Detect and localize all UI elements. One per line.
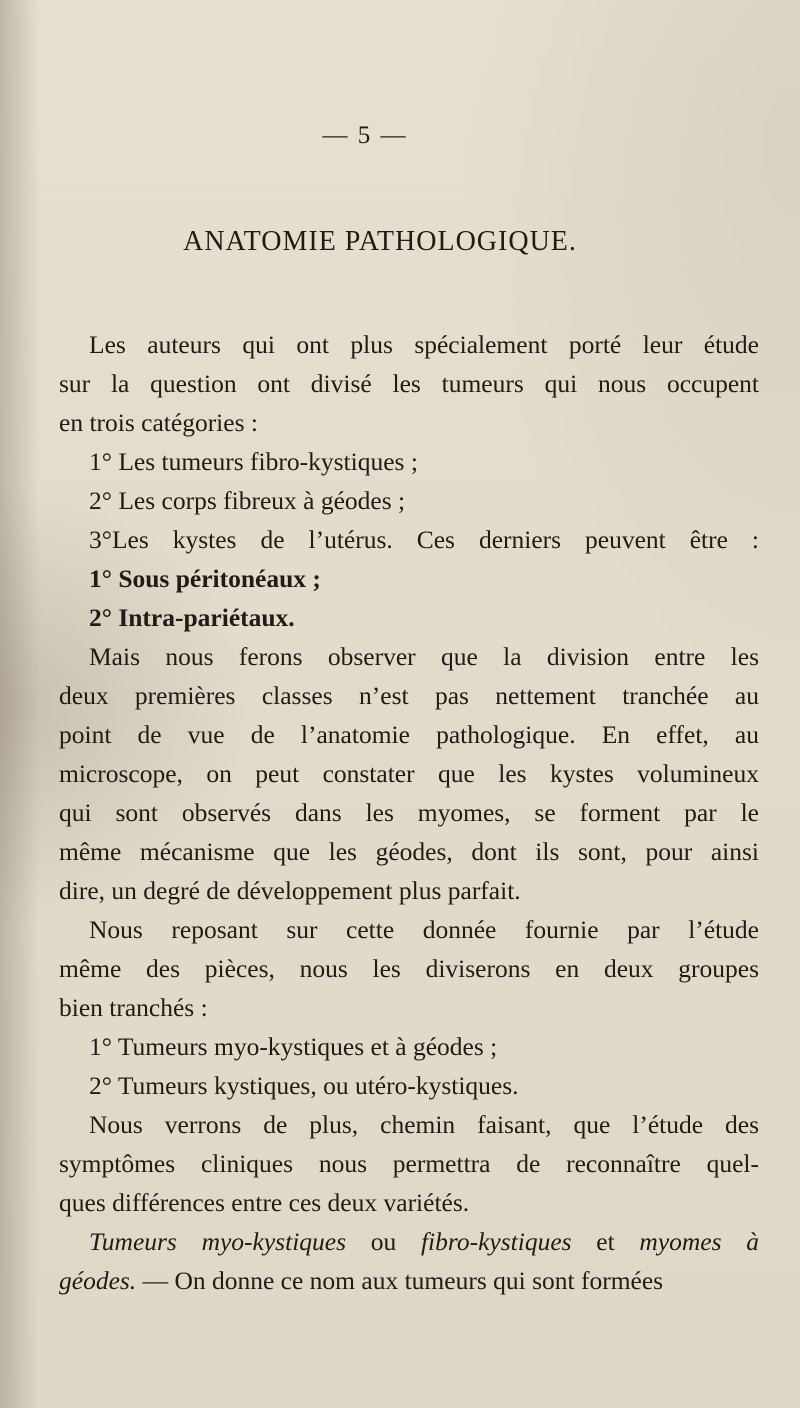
text-line: bien tranchés :	[59, 993, 208, 1022]
body-text	[59, 325, 759, 1300]
text-line: Nous reposant sur cette donnée fournie par l’étude	[89, 915, 759, 944]
italic-term: Tumeurs myo-kystiques	[89, 1227, 347, 1256]
list-item: 2° Intra-pariétaux.	[89, 603, 295, 632]
list-item: 3°Les kystes de l’utérus. Ces derniers peuvent être :	[89, 525, 759, 554]
text-line: Les auteurs qui ont plus spécialement porté leur étude	[89, 330, 759, 359]
text-fragment: ou	[346, 1227, 421, 1256]
text-line: dire, un degré de développement plus parfait.	[59, 876, 521, 905]
section-heading: ANATOMIE PATHOLOGIQUE.	[183, 226, 577, 257]
text-line: ques différences entre ces deux variétés.	[59, 1188, 470, 1217]
list-item: 2° Tumeurs kystiques, ou utéro-kystiques.	[89, 1071, 519, 1100]
text-line: Mais nous ferons observer que la division entre les	[89, 642, 759, 671]
text-line: en trois catégories :	[59, 408, 258, 437]
list-item: 2° Les corps fibreux à géodes ;	[89, 486, 406, 515]
text-line: microscope, on peut constater que les kystes volumineux	[59, 759, 759, 788]
gutter-shadow	[0, 0, 40, 1408]
list-item: 1° Sous péritonéaux ;	[89, 564, 321, 593]
text-line: point de vue de l’anatomie pathologique. En effet, au	[59, 720, 759, 749]
italic-term: géodes.	[59, 1266, 137, 1295]
final-paragraph-line-2	[59, 1261, 759, 1300]
text-line: qui sont observés dans les myomes, se forment par le	[59, 798, 759, 827]
text-line: Nous verrons de plus, chemin faisant, que l’étude des	[89, 1110, 759, 1139]
text-line: même des pièces, nous les diviserons en deux groupes	[59, 954, 759, 983]
text-fragment: — On donne ce nom aux tumeurs qui sont formées	[136, 1266, 664, 1295]
final-paragraph-line-1	[59, 1222, 759, 1261]
list-item: 1° Tumeurs myo-kystiques et à géodes ;	[89, 1032, 498, 1061]
italic-term: myomes à	[639, 1227, 760, 1256]
text-fragment: et	[571, 1227, 640, 1256]
text-line: symptômes cliniques nous permettra de reconnaître quel-	[59, 1149, 759, 1178]
italic-term: fibro-kystiques	[420, 1227, 572, 1256]
list-item: 1° Les tumeurs fibro-kystiques ;	[89, 447, 418, 476]
text-line: sur la question ont divisé les tumeurs qui nous occupent	[59, 369, 759, 398]
text-line: même mécanisme que les géodes, dont ils sont, pour ainsi	[59, 837, 759, 866]
text-line: deux premières classes n’est pas nettement tranchée au	[59, 681, 759, 710]
page-number: — 5 —	[322, 122, 408, 149]
